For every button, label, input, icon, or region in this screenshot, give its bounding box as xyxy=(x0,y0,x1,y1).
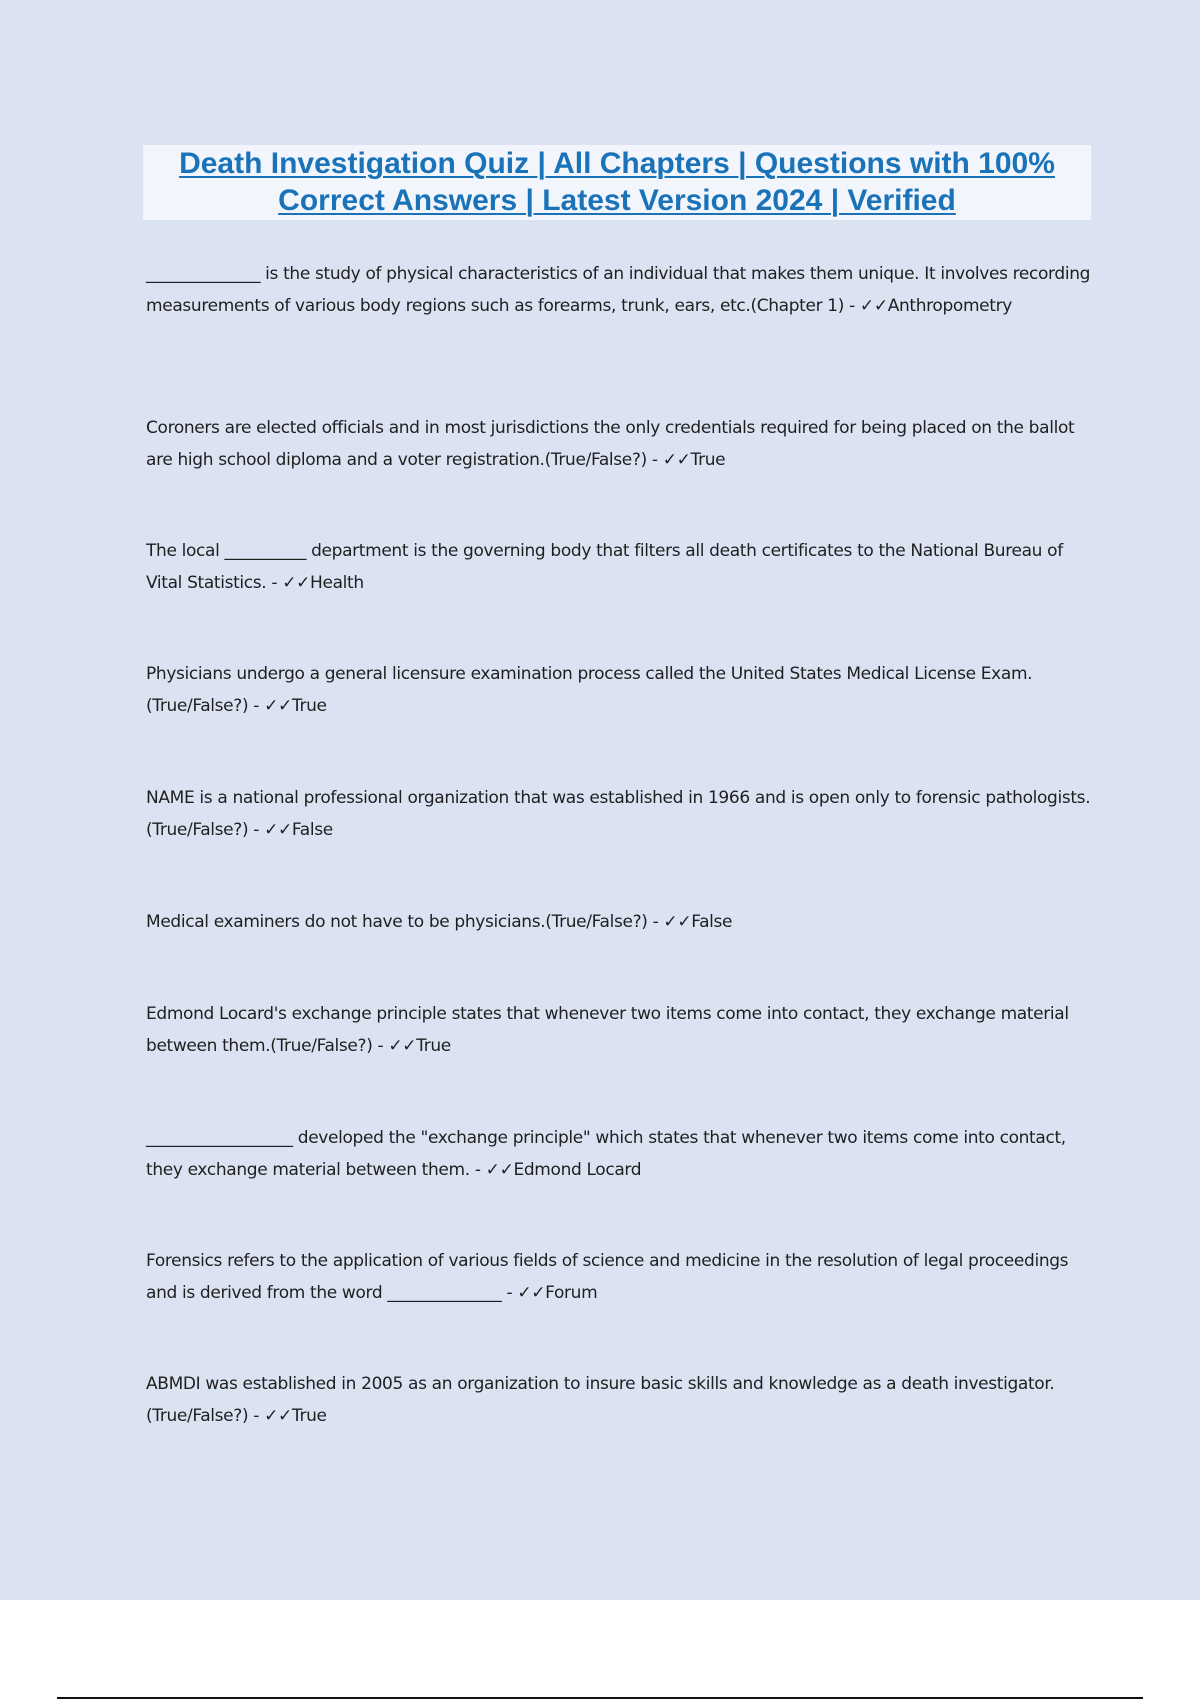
question-item-4: Physicians undergo a general licensure examination process called the United States Medical License Exam.(True/False?) - ✓✓True xyxy=(146,664,1033,716)
question-item-7: Edmond Locard's exchange principle states that whenever two items come into contact, they exchange material between them.(True/False?) - ✓✓True xyxy=(146,1004,1069,1056)
question-item-10: ABMDI was established in 2005 as an organization to insure basic skills and knowledge as a death investigator.(True/False?) - ✓✓True xyxy=(146,1374,1055,1426)
question-item-6: Medical examiners do not have to be physicians.(True/False?) - ✓✓False xyxy=(146,912,733,932)
question-item-5: NAME is a national professional organization that was established in 1966 and is open only to forensic pathologists.(True/False?) - ✓✓False xyxy=(146,788,1091,840)
question-item-3: The local __________ department is the governing body that filters all death certificates to the National Bureau of Vital Statistics. - ✓✓Health xyxy=(146,541,1063,593)
question-item-1: ______________ is the study of physical characteristics of an individual that makes them unique. It involves recording measurements of various body regions such as forearms, trunk, ears, etc.(Chapter 1) - ✓✓Anthropometry xyxy=(146,264,1091,316)
title-line-1: Death Investigation Quiz | All Chapters | Questions with 100% xyxy=(179,147,1055,180)
document-title xyxy=(143,145,1091,220)
question-item-2: Coroners are elected officials and in most jurisdictions the only credentials required for being placed on the ballot are high school diploma and a voter registration.(True/False?) - ✓✓True xyxy=(146,418,1075,470)
question-item-8: __________________ developed the "exchange principle" which states that whenever two items come into contact, they exchange material between them. - ✓✓Edmond Locard xyxy=(146,1128,1066,1180)
question-item-9: Forensics refers to the application of various fields of science and medicine in the resolution of legal proceedings and is derived from the word ______________ - ✓✓Forum xyxy=(146,1251,1069,1303)
title-line-2: Correct Answers | Latest Version 2024 | Verified xyxy=(278,184,956,217)
footer-divider xyxy=(57,1697,1143,1699)
